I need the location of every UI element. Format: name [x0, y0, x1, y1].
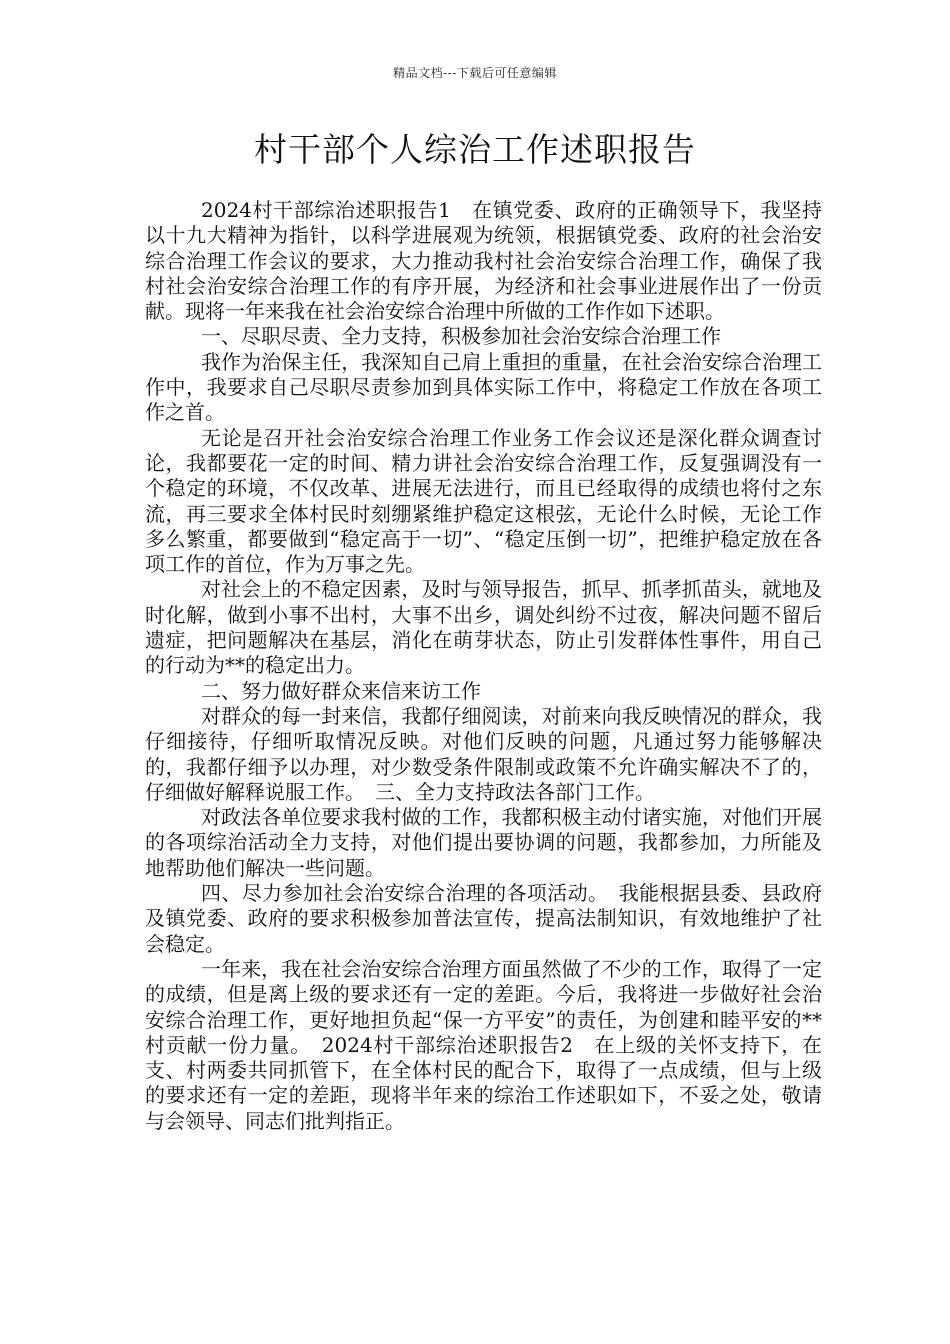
paragraph: 一年来，我在社会治安综合治理方面虽然做了不少的工作，取得了一定的成绩，但是离上级的要求还有一定的差距。今后，我将进一步做好社会治安综合治理工作，更好地担负起“保一方平安”的责任，为创建和睦平安的**村贡献一份力量。 2024村干部综治述职报告2 在上级的关怀支持下，在支、村两委共同抓管下，在全体村民的配合下，取得了一点成绩，但与上级的要求还有一定的差距，现将半年来的综治工作述职如下，不妥之处，敬请与会领导、同志们批判指正。 [145, 956, 822, 1133]
paragraph: 无论是召开社会治安综合治理工作业务工作会议还是深化群众调查讨论，我都要花一定的时间、精力讲社会治安综合治理工作，反复强调没有一个稳定的环境，不仅改革、进展无法进行，而且已经取得的成绩也将付之东流，再三要求全体村民时刻绷紧维护稳定这根弦，无论什么时候，无论工作多么繁重，都要做到“稳定高于一切”、“稳定压倒一切”，把维护稳定放在各项工作的首位，作为万事之先。 [145, 425, 822, 577]
header-note: 精品文档---下载后可任意编辑 [393, 66, 557, 80]
paragraph: 我作为治保主任，我深知自己肩上重担的重量，在社会治安综合治理工作中，我要求自己尽职尽责参加到具体实际工作中，将稳定工作放在各项工作之首。 [145, 349, 822, 425]
paragraph: 对社会上的不稳定因素，及时与领导报告，抓早、抓孝抓苗头，就地及时化解，做到小事不出村，大事不出乡，调处纠纷不过夜，解决问题不留后遗症，把问题解决在基层，消化在萌芽状态，防止引发群体性事件，用自己的行动为**的稳定出力。 [145, 577, 822, 678]
paragraph: 四、尽力参加社会治安综合治理的各项活动。 我能根据县委、县政府及镇党委、政府的要求积极参加普法宣传，提高法制知识，有效地维护了社会稳定。 [145, 881, 822, 956]
paragraph: 对群众的每一封来信，我都仔细阅读，对前来向我反映情况的群众，我仔细接待，仔细听取情况反映。对他们反映的问题，凡通过努力能够解决的，我都仔细予以办理，对少数受条件限制或政策不允许确实解决不了的，仔细做好解释说服工作。 三、全力支持政法各部门工作。 [145, 703, 822, 804]
section-heading-2: 二、努力做好群众来信来访工作 [201, 678, 481, 703]
section-heading-1: 一、尽职尽责、全力支持，积极参加社会治安综合治理工作 [201, 324, 721, 349]
paragraph: 对政法各单位要求我村做的工作，我都积极主动付诸实施，对他们开展的各项综治活动全力支持，对他们提出要协调的问题，我都参加，力所能及地帮助他们解决一些问题。 [145, 805, 822, 880]
document-body [145, 198, 822, 1134]
paragraph-intro: 2024村干部综治述职报告1 在镇党委、政府的正确领导下，我坚持以十九大精神为指针，以科学进展观为统领，根据镇党委、政府的社会治安综合治理工作会议的要求，大力推动我村社会治安综合治理工作，确保了我村社会治安综合治理工作的有序开展，为经济和社会事业进展作出了一份贡献。现将一年来我在社会治安综合治理中所做的工作作如下述职。 [145, 198, 822, 324]
page-title: 村干部个人综治工作述职报告 [254, 130, 696, 169]
